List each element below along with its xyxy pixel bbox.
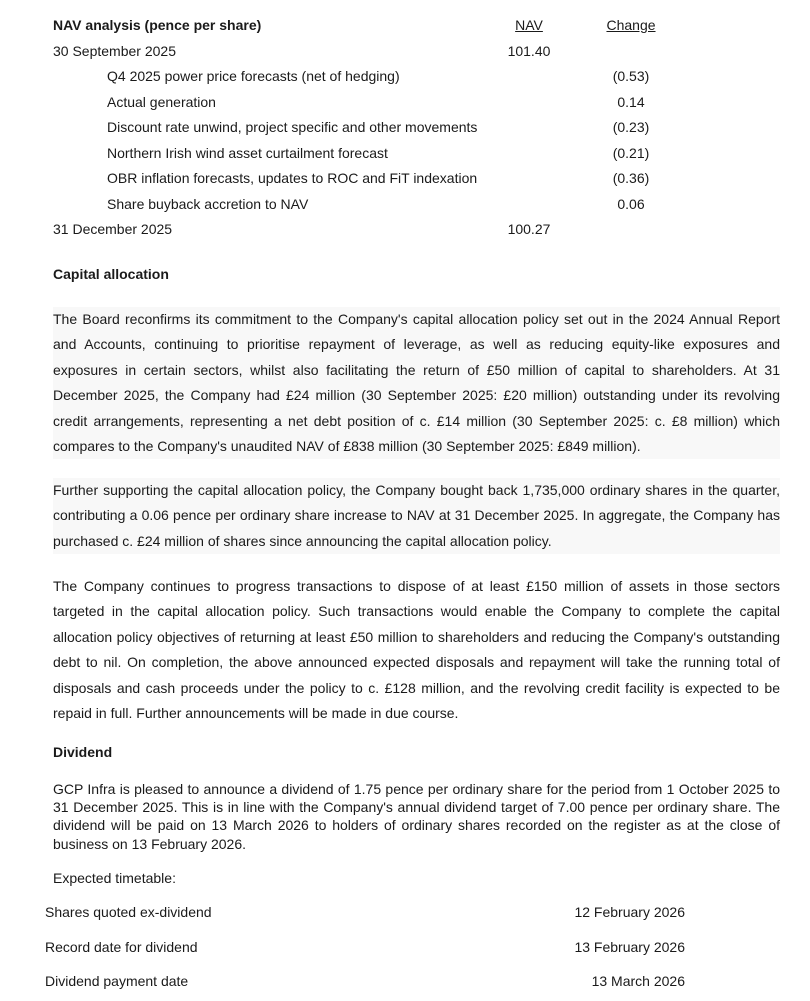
nav-table-title: NAV analysis (pence per share) xyxy=(53,17,262,33)
dividend-heading: Dividend xyxy=(53,744,113,760)
nav-row-label: Actual generation xyxy=(107,94,216,110)
nav-column-header: NAV xyxy=(515,17,543,33)
nav-row-change: (0.53) xyxy=(612,68,650,84)
capital-allocation-heading: Capital allocation xyxy=(53,266,169,282)
nav-end-label: 31 December 2025 xyxy=(53,221,173,237)
nav-row-label: Share buyback accretion to NAV xyxy=(107,196,309,212)
capital-allocation-paragraph-1: The Board reconfirms its commitment to the Company's capital allocation policy set out in the 2024 Annual Report and Accounts, continuing to prioritise repayment of leverage, as well as reducing equity-like exposures and exposures in certain sectors, whilst also facilitating the return of £50 million of capital to shareholders. At 31 December 2025, the Company had £24 million (30 September 2025: £20 million) outstanding under its revolving credit arrangements, representing a net debt position of c. £14 million (30 September 2025: c. £8 million) which compares to the Company's unaudited NAV of £838 million (30 September 2025: £849 million). xyxy=(53,307,780,459)
nav-row-label: OBR inflation forecasts, updates to ROC and FiT indexation xyxy=(107,170,478,186)
nav-end-value: 100.27 xyxy=(507,221,551,237)
change-column-header: Change xyxy=(606,17,656,33)
capital-allocation-paragraph-3: The Company continues to progress transactions to dispose of at least £150 million of assets in those sectors targeted in the capital allocation policy. Such transactions would enable the Company to complete the capital allocation policy objectives of returning at least £50 million to shareholders and reducing the Company's outstanding debt to nil. On completion, the above announced expected disposals and repayment will take the running total of disposals and cash proceeds under the policy to c. £128 million, and the revolving credit facility is expected to be repaid in full. Further announcements will be made in due course. xyxy=(53,578,780,722)
timetable-heading: Expected timetable: xyxy=(53,870,176,886)
nav-row-change: 0.14 xyxy=(617,94,645,110)
dividend-paragraph: GCP Infra is pleased to announce a dividend of 1.75 pence per ordinary share for the period from 1 October 2025 to 31 December 2025. This is in line with the Company's annual dividend target of 7.00 pence per ordinary share. The dividend will be paid on 13 March 2026 to holders of ordinary shares recorded on the register as at the close of business on 13 February 2026. xyxy=(53,781,780,852)
nav-start-value: 101.40 xyxy=(507,43,551,59)
nav-row-label: Northern Irish wind asset curtailment forecast xyxy=(107,145,388,161)
nav-row-label: Discount rate unwind, project specific and other movements xyxy=(107,119,478,135)
nav-row-change: 0.06 xyxy=(617,196,645,212)
nav-row-change: (0.23) xyxy=(612,119,650,135)
capital-allocation-paragraph-2: Further supporting the capital allocation policy, the Company bought back 1,735,000 ordinary shares in the quarter, contributing a 0.06 pence per ordinary share increase to NAV at 31 December 2025. In aggregate, the Company has purchased c. £24 million of shares since announcing the capital allocation policy. xyxy=(53,478,780,554)
nav-start-label: 30 September 2025 xyxy=(53,43,176,59)
nav-row-label: Q4 2025 power price forecasts (net of hedging) xyxy=(107,68,400,84)
timetable-date: 12 February 2026 xyxy=(574,904,685,920)
timetable-date: 13 March 2026 xyxy=(591,973,685,989)
nav-row-change: (0.36) xyxy=(612,170,650,186)
timetable-date: 13 February 2026 xyxy=(574,939,685,955)
timetable-label: Record date for dividend xyxy=(45,939,198,955)
timetable-label: Dividend payment date xyxy=(45,973,189,989)
nav-row-change: (0.21) xyxy=(612,145,650,161)
timetable-label: Shares quoted ex-dividend xyxy=(45,904,212,920)
